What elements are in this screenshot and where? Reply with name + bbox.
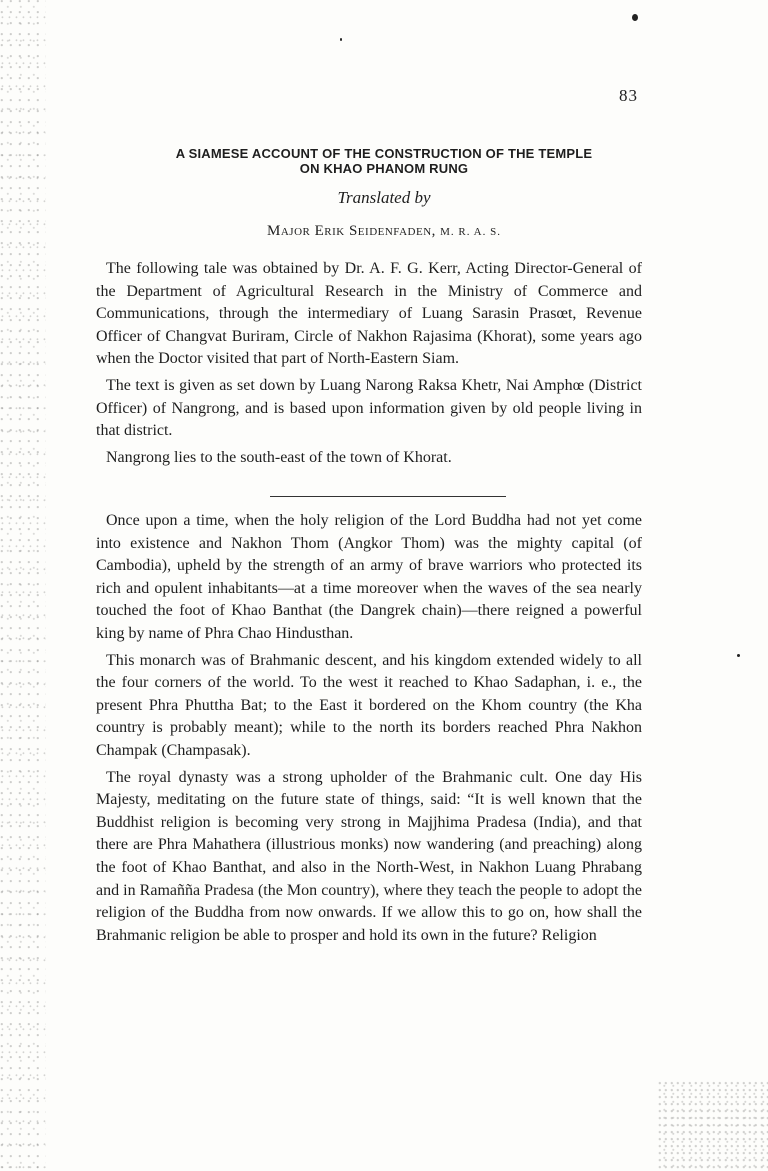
title-line-2: ON KHAO PHANOM RUNG <box>299 161 469 176</box>
intro-section <box>96 258 642 473</box>
story-paragraph: Once upon a time, when the holy religion of the Lord Buddha had not yet come into existence and Nakhon Thom (Angkor Thom) was the mighty capital (of Cambodia), upheld by the strength of an army of brave warriors who protected its rich and opulent inhabitants—at a time moreover when the waves of the sea nearly touched the foot of Khao Banthat (the Dangrek chain)—there reigned a powerful king by name of Phra Chao Hindusthan. <box>96 512 642 642</box>
ink-speck <box>737 654 740 657</box>
intro-paragraph: The text is given as set down by Luang Narong Raksa Khetr, Nai Amphœ (District Officer) of Nangrong, and is based upon information given by old people living in that district. <box>96 376 642 440</box>
author-credentials: M. R. A. S. <box>440 226 501 238</box>
scan-noise-bottom-right <box>658 1081 768 1171</box>
author-name: Major Erik Seidenfaden, <box>267 223 436 239</box>
ink-speck <box>340 38 342 41</box>
translated-by-line: Translated by <box>337 188 431 207</box>
story-section <box>96 510 642 951</box>
section-divider <box>270 496 506 497</box>
intro-paragraph: The following tale was obtained by Dr. A. F. G. Kerr, Acting Director-General of the Department of Agricultural Research in the Ministry of Commerce and Communications, through the intermediary of Luang Sarasin Prasœt, Revenue Officer of Changvat Buriram, Circle of Nakhon Rajasima (Khorat), some years ago when the Doctor visited that part of North-Eastern Siam. <box>96 260 642 368</box>
author-line <box>0 223 768 240</box>
intro-paragraph: Nangrong lies to the south-east of the town of Khorat. <box>106 448 452 466</box>
story-paragraph: The royal dynasty was a strong upholder of the Brahmanic cult. One day His Majesty, meditating on the future state of things, said: “It is well known that the Buddhist religion is becoming very strong in Majjhima Pradesa (India), and that there are Phra Mahathera (illustrious monks) now wandering (and preaching) along the foot of Khao Banthat, and also in the North-West, in Nakhon Luang Phrabang and in Ramañña Pradesa (the Mon country), where they teach the people to adopt the religion of the Buddha from now onwards. If we allow this to go on, how shall the Brahmanic religion be able to prosper and hold its own in the future? Religion <box>96 768 642 944</box>
article-title <box>0 146 768 176</box>
page-number: 83 <box>619 86 638 105</box>
ink-speck <box>632 14 638 21</box>
title-line-1: A SIAMESE ACCOUNT OF THE CONSTRUCTION OF THE TEMPLE <box>175 146 593 161</box>
story-paragraph: This monarch was of Brahmanic descent, and his kingdom extended widely to all the four corners of the world. To the west it reached to Khao Sadaphan, i. e., the present Phra Phuttha Bat; to the East it bordered on the Khom country (the Kha country is probably meant); while to the north its borders reached Phra Nakhon Champak (Champasak). <box>96 651 642 759</box>
